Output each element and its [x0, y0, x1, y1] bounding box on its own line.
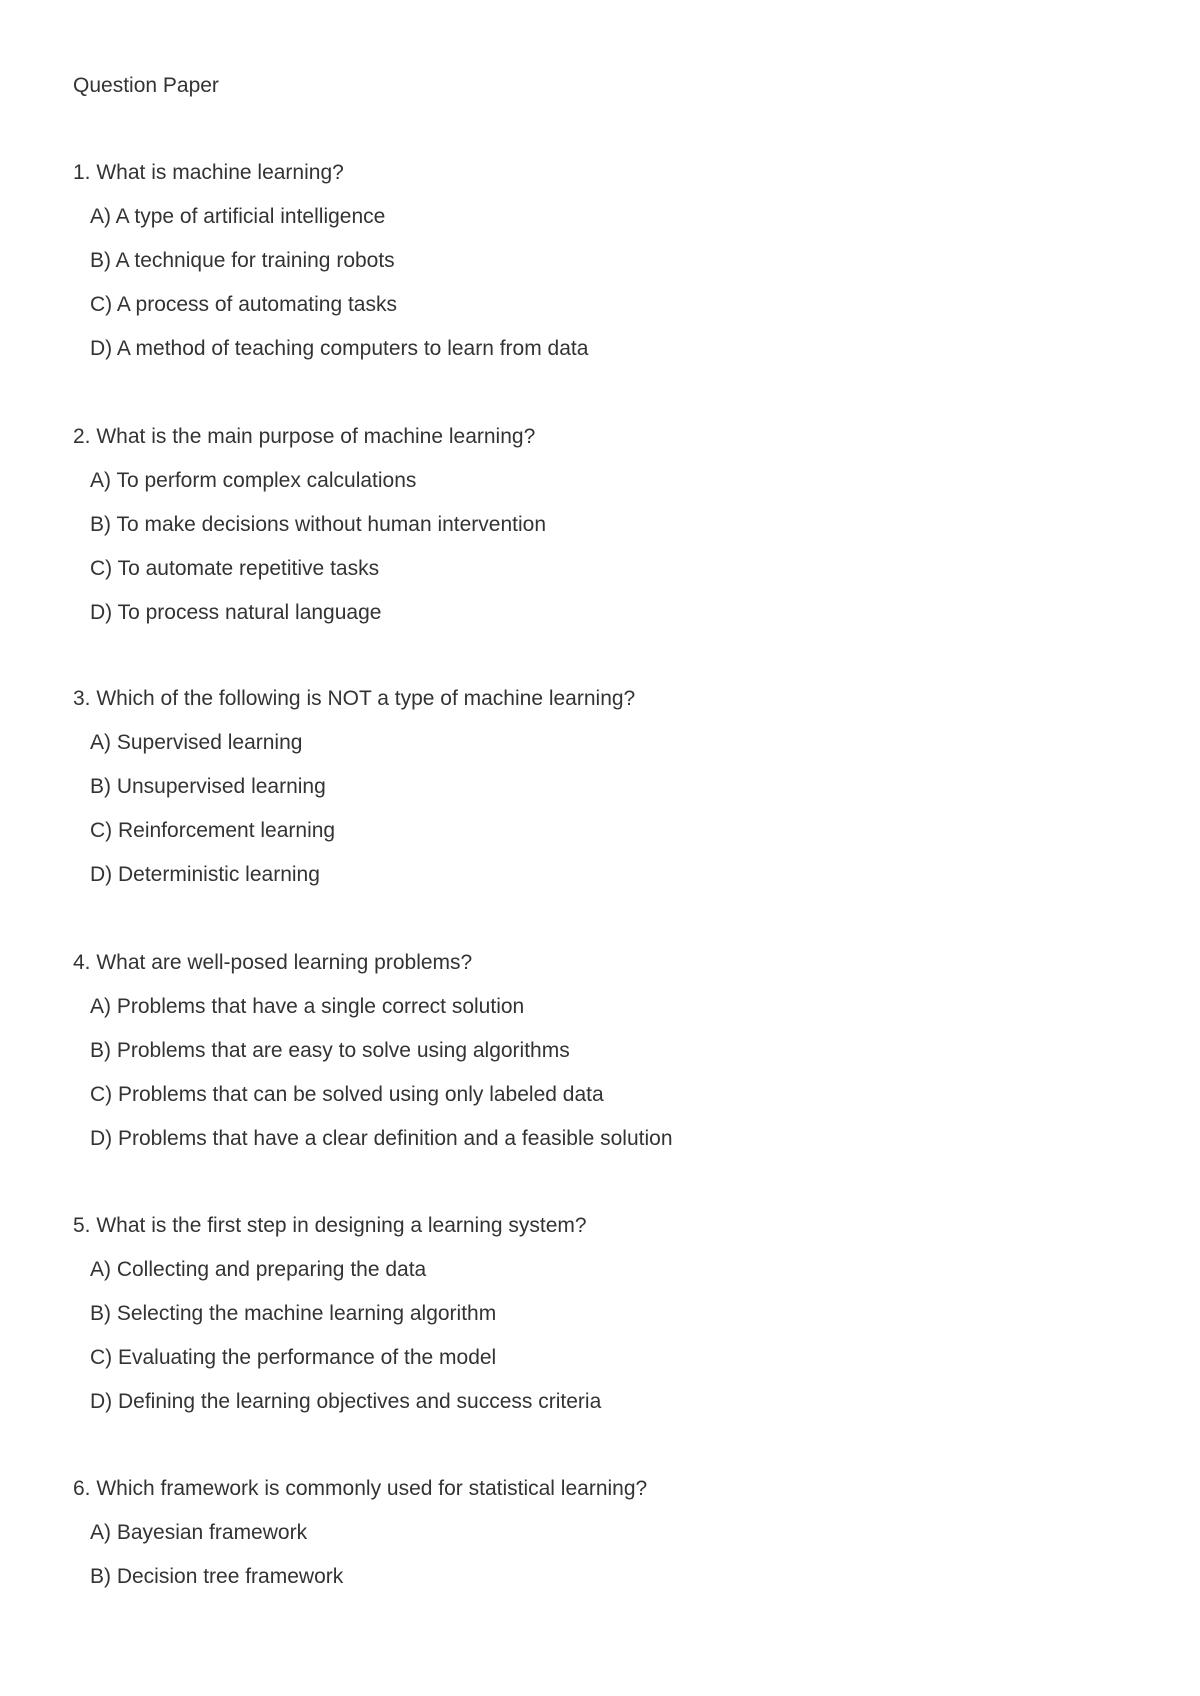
answer-option: B) Decision tree framework — [90, 1565, 344, 1588]
answer-option: D) Defining the learning objectives and success criteria — [90, 1390, 602, 1413]
answer-option: D) Problems that have a clear definition and a feasible solution — [90, 1127, 673, 1150]
answer-option: A) A type of artificial intelligence — [90, 205, 386, 228]
question-block — [73, 1213, 1153, 1433]
answer-option: C) A process of automating tasks — [90, 293, 397, 316]
question-text: 6. Which framework is commonly used for statistical learning? — [73, 1477, 648, 1500]
answer-option: C) Evaluating the performance of the model — [90, 1346, 497, 1369]
answer-option: A) Supervised learning — [90, 731, 303, 754]
answer-option: A) Problems that have a single correct solution — [90, 995, 525, 1018]
answer-option: B) Problems that are easy to solve using algorithms — [90, 1039, 570, 1062]
question-text: 3. Which of the following is NOT a type of machine learning? — [73, 687, 636, 710]
answer-option: B) Unsupervised learning — [90, 775, 326, 798]
answer-option: A) To perform complex calculations — [90, 469, 417, 492]
answer-option: C) Problems that can be solved using only labeled data — [90, 1083, 604, 1106]
answer-option: D) To process natural language — [90, 601, 382, 624]
page-title: Question Paper — [73, 74, 219, 97]
question-text: 1. What is machine learning? — [73, 161, 344, 184]
question-block — [73, 424, 1153, 644]
question-text: 4. What are well-posed learning problems? — [73, 951, 473, 974]
question-block — [73, 1476, 1153, 1608]
question-block — [73, 686, 1153, 906]
question-block — [73, 160, 1153, 380]
answer-option: A) Collecting and preparing the data — [90, 1258, 427, 1281]
answer-option: B) To make decisions without human intervention — [90, 513, 547, 536]
answer-option: B) Selecting the machine learning algorithm — [90, 1302, 497, 1325]
question-text: 5. What is the first step in designing a learning system? — [73, 1214, 587, 1237]
answer-option: C) Reinforcement learning — [90, 819, 336, 842]
question-block — [73, 950, 1153, 1170]
answer-option: D) A method of teaching computers to learn from data — [90, 337, 589, 360]
answer-option: D) Deterministic learning — [90, 863, 320, 886]
answer-option: A) Bayesian framework — [90, 1521, 308, 1544]
answer-option: C) To automate repetitive tasks — [90, 557, 380, 580]
answer-option: B) A technique for training robots — [90, 249, 395, 272]
question-text: 2. What is the main purpose of machine learning? — [73, 425, 536, 448]
